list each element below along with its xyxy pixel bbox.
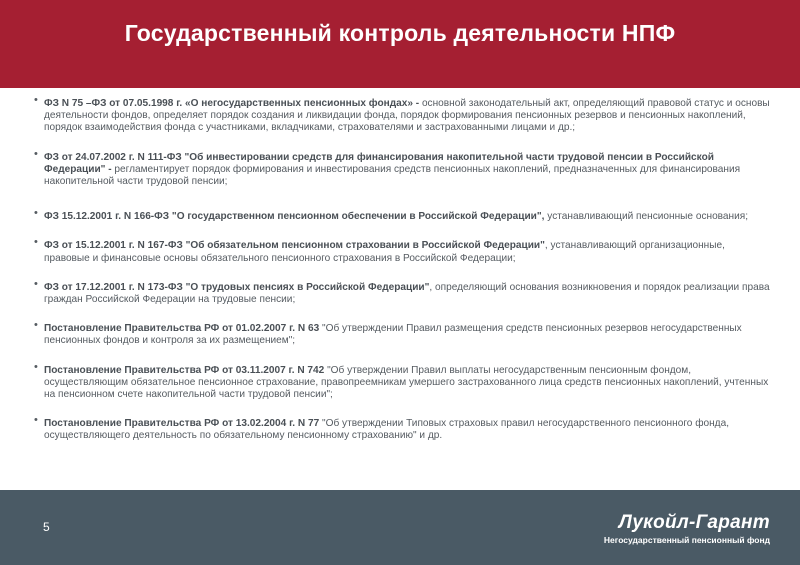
list-item [34,277,772,306]
bullet-icon: • [34,277,38,290]
list-item [34,207,772,223]
header-bar [0,0,800,88]
item-title: ФЗ от 15.12.2001 г. N 167-ФЗ "Об обязательном пенсионном страховании в Российской Федерации" [44,240,545,252]
item-title: ФЗ от 24.07.2002 г. N 111-ФЗ "Об инвестировании средств для финансирования накопительной части трудовой пенсии в Российской Федерации" - [44,151,714,175]
logo-subtitle: Негосударственный пенсионный фонд [603,535,770,545]
item-title: ФЗ 15.12.2001 г. N 166-ФЗ "О государственном пенсионном обеспечении в Российской Федерации", [44,211,545,223]
list-item [34,94,772,135]
list-item [34,236,772,264]
item-title: Постановление Правительства РФ от 13.02.2004 г. N 77 [44,418,320,430]
company-logo [604,512,770,545]
item-text: устанавливающий пенсионные основания; [544,211,749,223]
list-item [34,319,772,347]
item-text: , устанавливающий организационные, правовые и финансовые основы обязательного пенсионного страхования в Российской Федерации; [44,240,725,264]
item-title: Постановление Правительства РФ от 01.02.2007 г. N 63 [44,323,320,335]
list-item [34,360,772,402]
bullet-icon: • [34,207,38,220]
bullet-icon: • [34,94,38,106]
list-item [34,147,772,189]
footer-bar [0,490,800,565]
legislation-list [34,94,772,460]
item-text: "Об утверждении Типовых страховых правил негосударственного пенсионного фонда, осуществляющего деятельность по обязательному пенсионному страхованию" и др. [44,418,729,442]
bullet-icon: • [34,414,38,427]
item-text: "Об утверждении Правил размещения средств пенсионных резервов негосударственных пенсионных фондов и контроля за их размещением"; [44,323,742,347]
item-text: основной законодательный акт, определяющий правовой статус и основы деятельности фондов, определяет порядок создания и ликвидации фонда, порядок формирования пенсионных резервов и пенсионных накоплений, порядок взаимодействия фонда с участниками, вкладчиками, страхователями и застрахованными лицами и др.; [44,98,770,134]
bullet-icon: • [34,236,38,249]
item-text: регламентирует порядок формирования и инвестирования средств пенсионных накоплений, предназначенных для финансирования накопительной части трудовой пенсии; [44,163,741,188]
item-text: "Об утверждении Правил выплаты негосударственным пенсионным фондом, осуществляющим обязательное пенсионное страхование, правопреемникам умершего застрахованного лица средств пенсионных накоплений, учтенных на пенсионном счете накопительной части трудовой пенсии"; [44,364,769,401]
item-title: Постановление Правительства РФ от 03.11.2007 г. N 742 [44,364,325,376]
list-item [34,414,772,442]
page-number: 5 [43,520,50,534]
page-title: Государственный контроль деятельности НПФ [124,20,676,46]
item-title: ФЗ N 75 –ФЗ от 07.05.1998 г. «О негосударственных пенсионных фондах» - [44,98,420,109]
item-title: ФЗ от 17.12.2001 г. N 173-ФЗ "О трудовых пенсиях в Российской Федерации" [44,281,430,293]
bullet-icon: • [34,360,38,373]
logo-main-text: Лукойл-Гарант [618,512,770,533]
item-text: , определяющий основания возникновения и порядок реализации права граждан Российской Федерации на трудовые пенсии; [44,281,770,306]
bullet-icon: • [34,319,38,332]
bullet-icon: • [34,147,38,160]
